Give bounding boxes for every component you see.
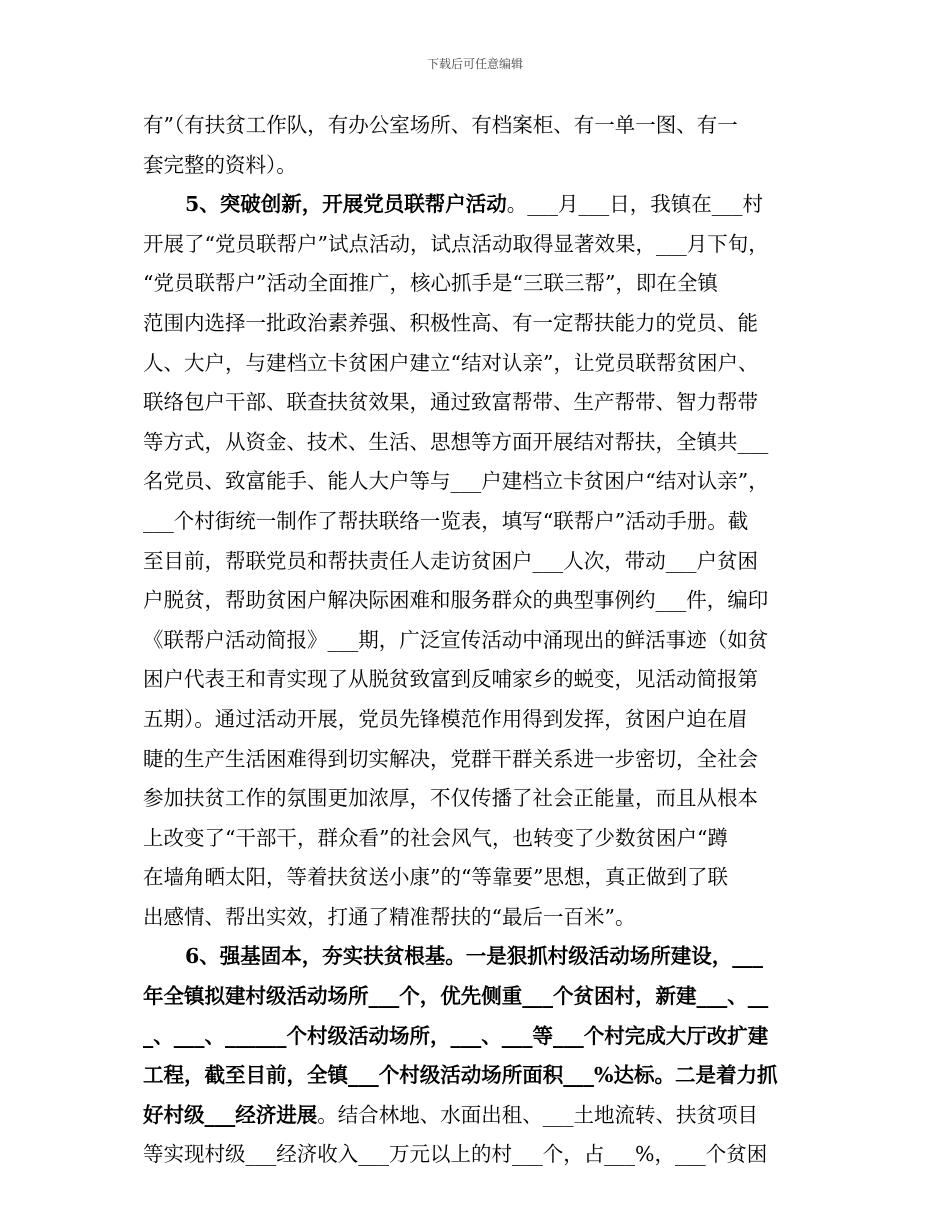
text-segment: 开展了“党员联帮户”试点活动，试点活动取得显著效果，___月下旬，	[143, 231, 769, 256]
text-segment: 联络包户干部、联查扶贫效果，通过致富帮带、生产帮带、智力帮带	[143, 390, 758, 415]
text-segment: 有”（有扶贫工作队，有办公室场所、有档案柜、有一单一图、有一	[143, 113, 738, 137]
text-line	[143, 819, 815, 859]
text-line	[143, 423, 815, 463]
text-segment: 出感情、帮出实效，打通了精准帮扶的“最后一百米”。	[143, 904, 636, 929]
text-line	[143, 344, 815, 384]
text-line	[143, 146, 815, 186]
text-line	[143, 1096, 815, 1136]
text-segment: 上改变了“干部干，群众看”的社会风气，也转变了少数贫困户“蹲	[143, 825, 728, 850]
text-segment: 套完整的资料）。	[143, 152, 297, 177]
text-line	[143, 502, 815, 542]
text-line	[143, 383, 815, 423]
bold-text-segment: 好村级___经济进展	[143, 1102, 318, 1127]
text-segment: 五期）。通过活动开展，党员先锋模范作用得到发挥，贫困户迫在眉	[143, 706, 748, 731]
text-segment: 《联帮户活动简报》___期，广泛宣传活动中涌现出的鲜活事迹（如贫	[143, 627, 769, 652]
text-segment: 在墙角晒太阳，等着扶贫送小康”的“等靠要”思想，真正做到了联	[143, 865, 728, 890]
text-line	[143, 106, 815, 146]
text-segment: ___个村街统一制作了帮扶联络一览表，填写“联帮户”活动手册。截	[143, 508, 749, 533]
text-line	[143, 937, 815, 977]
text-line	[143, 1135, 815, 1175]
text-line	[143, 898, 815, 938]
text-line	[143, 264, 815, 304]
text-line	[143, 1017, 815, 1057]
document-body	[143, 106, 815, 1175]
text-segment: 范围内选择一批政治素养强、积极性高、有一定帮扶能力的党员、能	[143, 310, 758, 335]
text-line	[143, 621, 815, 661]
text-segment: 等实现村级___经济收入___万元以上的村___个，占___%，___个贫困	[143, 1142, 768, 1167]
text-line	[143, 581, 815, 621]
text-segment: 困户代表王和青实现了从脱贫致富到反哺家乡的蜕变，见活动简报第	[143, 667, 758, 692]
text-line	[143, 740, 815, 780]
text-segment: “党员联帮户”活动全面推广，核心抓手是“三联三帮”，即在全镇	[143, 271, 718, 296]
bold-text-segment: 6、强基固本，夯实扶贫根基。一是狠抓村级活动场所建设，___	[185, 944, 764, 969]
text-line	[143, 462, 815, 502]
text-line	[143, 185, 815, 225]
text-line	[143, 977, 815, 1017]
text-line	[143, 700, 815, 740]
text-segment: 。结合林地、水面出租、___土地流转、扶贫项目	[317, 1102, 758, 1127]
bold-text-segment: 工程，截至目前，全镇___个村级活动场所面积___%达标。二是着力抓	[143, 1063, 778, 1088]
text-segment: 参加扶贫工作的氛围更加浓厚，不仅传播了社会正能量，而且从根本	[143, 786, 758, 811]
bold-text-segment: 年全镇拟建村级活动场所___个，优先侧重___个贫困村，新建___、__	[143, 984, 769, 1009]
text-segment: 至目前，帮联党员和帮扶责任人走访贫困户___人次，带动___户贫困	[143, 548, 758, 573]
text-line	[143, 542, 815, 582]
text-line	[143, 779, 815, 819]
page-header-note: 下载后可任意编辑	[426, 57, 523, 71]
bold-text-segment: _、___、______个村级活动场所，___、___等___个村完成大厅改扩建	[143, 1023, 769, 1048]
text-segment: 。___月___日，我镇在___村	[506, 192, 764, 217]
text-segment: 名党员、致富能手、能人大户等与___户建档立卡贫困户“结对认亲”，	[143, 469, 769, 494]
text-line	[143, 660, 815, 700]
text-segment: 等方式，从资金、技术、生活、思想等方面开展结对帮扶，全镇共___	[143, 429, 769, 454]
text-segment: 人、大户，与建档立卡贫困户建立“结对认亲”，让党员联帮贫困户、	[143, 350, 759, 375]
text-line	[143, 225, 815, 265]
text-line	[143, 1056, 815, 1096]
text-segment: 户脱贫，帮助贫困户解决际困难和服务群众的典型事例约___件，编印	[143, 588, 769, 613]
bold-text-segment: 5、突破创新，开展党员联帮户活动	[185, 192, 507, 217]
text-line	[143, 304, 815, 344]
text-segment: 睫的生产生活困难得到切实解决，党群干群关系进一步密切，全社会	[143, 746, 758, 771]
text-line	[143, 858, 815, 898]
